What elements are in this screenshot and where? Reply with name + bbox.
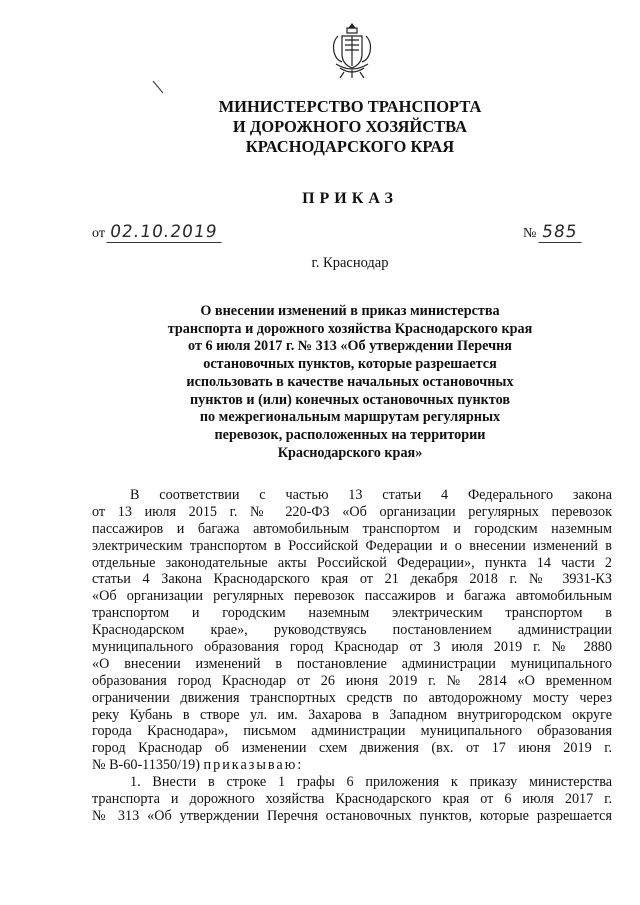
coat-of-arms-emblem [330, 22, 374, 80]
order-date [92, 222, 224, 243]
subject-line: от 6 июля 2017 г. № 313 «Об утверждении Перечня [188, 338, 512, 355]
body-line: № 313 «Об утверждении Перечня остановочных пунктов, которые разрешается [92, 807, 612, 824]
handwritten-number: 585 [538, 222, 584, 243]
order-subject [0, 303, 640, 462]
body-line-with-keyword [92, 757, 612, 774]
ministry-line: И ДОРОЖНОГО ХОЗЯЙСТВА [232, 117, 468, 136]
body-line: отдельные законодательные акты Российской Федерации», пункта 14 части 2 [92, 554, 612, 571]
subject-line: по межрегиональным маршрутам регулярных [199, 409, 501, 426]
body-line: город Краснодар об изменении схем движения (вх. от 17 июня 2019 г. [92, 740, 612, 757]
handwritten-date: 02.10.2019 [107, 222, 225, 243]
date-prefix: от [92, 226, 105, 241]
subject-line: О внесении изменений в приказ министерства [200, 303, 500, 319]
body-line: от 13 июля 2015 г. № 220-ФЗ «Об организации регулярных перевозок [92, 503, 612, 520]
subject-line: пунктов и (или) конечных остановочных пунктов [190, 391, 510, 408]
body-line: В соответствии с частью 13 статьи 4 Федерального закона [130, 487, 612, 503]
city: г. Краснодар [311, 255, 389, 271]
order-body [92, 487, 612, 825]
body-line: 1. Внести в строке 1 графы 6 приложения к приказу министерства [130, 774, 612, 791]
subject-line: перевозок, расположенных на территории [214, 426, 486, 443]
subject-line: остановочных пунктов, которые разрешается [203, 356, 497, 373]
subject-line: Краснодарского края» [277, 444, 423, 461]
body-line: пассажиров и багажа автомобильным транспортом и городским наземным [92, 520, 612, 537]
order-title: ПРИКАЗ [302, 190, 398, 207]
order-number [523, 222, 583, 243]
body-line: ограничении движения транспортных средств по автодорожному мосту через [92, 689, 612, 706]
stray-pen-mark [152, 80, 164, 94]
order-keyword: приказываю: [203, 757, 304, 774]
body-line: «О внесении изменений в постановление администрации муниципального [92, 655, 612, 672]
body-line: муниципального образования город Краснодар от 3 июля 2019 г. № 2880 [92, 639, 612, 656]
ministry-line: МИНИСТЕРСТВО ТРАНСПОРТА [218, 97, 482, 116]
ministry-name [0, 97, 640, 157]
body-line: «Об организации регулярных перевозок пассажиров и багажа автомобильным [92, 588, 612, 605]
subject-line: использовать в качестве начальных остановочных [186, 373, 514, 390]
body-line: города Краснодара», письмом администрации муниципального образования [92, 723, 612, 740]
body-line: № В-60-11350/19) [92, 757, 200, 774]
body-line: Краснодарском крае», руководствуясь постановлением администрации [92, 622, 612, 639]
body-line: образования город Краснодар от 26 июня 2019 г. № 2814 «О временном [92, 672, 612, 689]
ministry-line: КРАСНОДАРСКОГО КРАЯ [245, 137, 455, 156]
body-line: статьи 4 Закона Краснодарского края от 21 декабря 2018 г. № 3931-КЗ [92, 571, 612, 588]
body-line: реку Кубань в створе ул. им. Захарова в Западном внутригородском округе [92, 706, 612, 723]
body-line: электрическим транспортом в Российской Федерации и о внесении изменений в [92, 537, 612, 554]
body-line: транспортом и городским наземным электрическим транспортом в [92, 605, 612, 622]
number-prefix: № [523, 226, 537, 241]
subject-line: транспорта и дорожного хозяйства Краснодарского края [167, 320, 533, 337]
body-line: транспорта и дорожного хозяйства Краснодарского края от 6 июля 2017 г. [92, 791, 612, 808]
